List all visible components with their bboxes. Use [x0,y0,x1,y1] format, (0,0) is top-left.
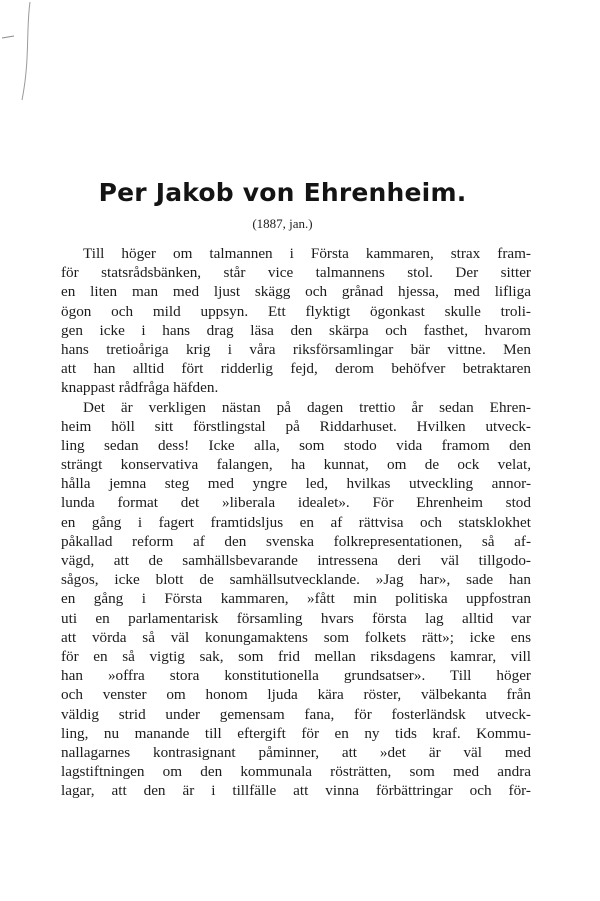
text-line: nallagarnes kontrasignant påminner, att »det är väl med [61,743,531,761]
text-line: lagar, att den är i tillfälle att vinna förbättringar och för- [61,782,531,800]
text-line: en gång i Första kammaren, »fått min politiska uppfostran [61,590,531,608]
text-line: knappast rådfråga häfden. [61,379,219,397]
text-line: sågos, icke blott de samhällsutvecklande. »Jag har», sade han [61,571,531,589]
article-body [61,244,531,800]
text-line: han »offra stora konstitutionella grundsatser». Till höger [61,667,531,685]
text-line: att vörda så väl konungamaktens som folkets rätt»; icke ens [61,628,531,646]
text-line: lunda format det »liberala idealet». För Ehrenheim stod [61,494,531,512]
text-line: lagstiftningen om den kommunala rösträtten, som med andra [61,763,531,781]
text-line: en liten man med ljust skägg och grånad hjessa, med lifliga [61,283,531,301]
text-line: och venster om honom ljuda kära röster, välbekanta från [61,686,531,704]
text-line: ling, nu manande till eftergift för en ny tids kraf. Kommu- [61,724,531,742]
text-line: vägd, att de samhällsbevarande intressena deri väl tillgodo- [61,552,531,569]
text-line: för en så vigtig sak, som frid mellan riksdagens kamrar, vill [61,647,531,665]
article-title: Per Jakob von Ehrenheim. [98,178,467,207]
text-line: en gång i fagert framtidsljus en af rättvisa och statsklokhet [61,513,531,531]
text-line: för statsrådsbänken, står vice talmannens stol. Der sitter [61,264,531,282]
text-line: strängt konservativa falangen, ha kunnat, om de ock velat, [61,456,531,474]
text-line: uti en parlamentarisk församling hvars första lag alltid var [61,609,531,627]
article-date: (1887, jan.) [252,216,313,231]
text-line: påkallad reform af den svenska folkrepresentationen, så af- [61,532,531,550]
text-line: ling sedan dess! Icke alla, som stodo vida framom den [61,436,531,454]
text-line: ögon och mild uppsyn. Ett flyktigt ögonkast skulle troli- [61,302,531,320]
text-line: att han alltid fört ridderlig fejd, derom behöfver betraktaren [61,360,531,378]
text-line: hans tretioåriga krig i våra riksförsamlingar bär vittne. Men [61,340,531,358]
text-line: Det är verkligen nästan på dagen trettio år sedan Ehren- [83,398,531,416]
text-line: Till höger om talmannen i Första kammaren, strax fram- [83,245,531,262]
text-line: gen icke i hans drag läsa den skärpa och fasthet, hvarom [61,321,531,339]
text-line: hålla jemna steg med yngre led, hvilkas utveckling annor- [61,475,531,493]
text-line: väldig strid under gemensam fana, för fosterländsk utveck- [61,705,531,723]
text-line: heim höll sitt förstlingstal på Riddarhuset. Hvilken utveck- [61,417,531,435]
scan-margin-mark [0,0,40,120]
